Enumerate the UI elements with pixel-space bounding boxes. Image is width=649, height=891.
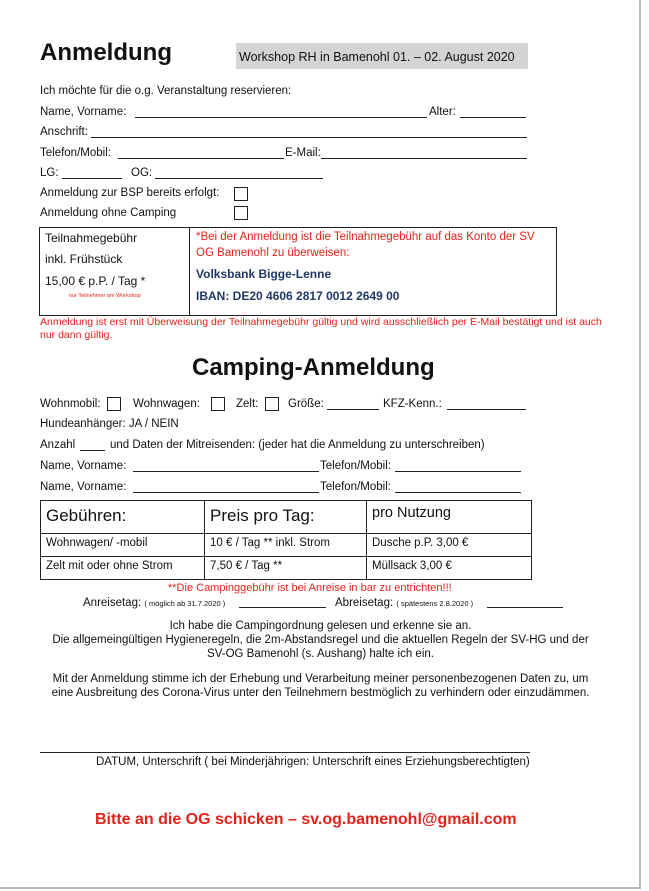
og-field[interactable] (155, 178, 323, 179)
validity-note: Anmeldung ist erst mit Überweisung der Teilnahmegebühr gültig und wird ausschließlich per E-Mail bestätigt und ist auch nur dann gültig. (40, 316, 602, 341)
departure-label (335, 597, 473, 609)
table-cell: Zelt mit oder ohne Strom (41, 557, 205, 580)
count-label: Anzahl (40, 439, 76, 451)
plate-label: KFZ-Kenn.: (383, 398, 442, 410)
size-label: Größe: (288, 398, 324, 410)
statement-line: SV-OG Bamenohl (s. Aushang) halte ich ein. (207, 648, 434, 660)
fee-breakfast: inkl. Frühstück (45, 252, 123, 266)
header-price-per-day: Preis pro Tag: (205, 501, 367, 534)
table-row (41, 534, 532, 557)
statement-line: Ich habe die Campingordnung gelesen und erkenne sie an. (169, 620, 472, 632)
size-field[interactable] (327, 409, 379, 410)
departure-field[interactable] (487, 607, 563, 608)
age-field[interactable] (460, 117, 526, 118)
arrival-hint: ( möglich ab 31.7.2020 ) (144, 599, 226, 608)
fee-cell (40, 228, 190, 316)
lg-label: LG: (40, 167, 59, 179)
camping-title: Camping-Anmeldung (192, 354, 435, 381)
companion-name-field-1[interactable] (133, 471, 319, 472)
email-field[interactable] (321, 158, 527, 159)
bsp-registered-label: Anmeldung zur BSP bereits erfolgt: (40, 187, 220, 199)
companion-phone-field-1[interactable] (395, 471, 521, 472)
header-per-use: pro Nutzung (367, 501, 532, 534)
trailer-label: Hundeanhänger: JA / NEIN (40, 418, 179, 430)
count-field[interactable] (80, 450, 105, 451)
transfer-text-2: OG Bamenohl zu überweisen: (196, 247, 350, 259)
send-to-og-note: Bitte an die OG schicken – sv.og.bamenohl@gmail.com (95, 811, 517, 828)
table-cell: Wohnwagen/ -mobil (41, 534, 205, 557)
caravan-checkbox[interactable] (211, 397, 225, 411)
signature-field[interactable] (40, 752, 530, 753)
departure-label-text: Abreisetag: (335, 597, 394, 609)
age-label: Alter: (429, 106, 456, 118)
page-title: Anmeldung (40, 39, 172, 66)
signature-label: DATUM, Unterschrift ( bei Minderjährigen: Unterschrift eines Erziehungsberechtigten) (96, 756, 530, 768)
companion-name-label-1: Name, Vorname: (40, 460, 127, 472)
address-label: Anschrift: (40, 126, 88, 138)
bsp-registered-checkbox[interactable] (234, 187, 248, 201)
header-fees: Gebühren: (41, 501, 205, 534)
workshop-banner: Workshop RH in Bamenohl 01. – 02. August 2020 (236, 43, 528, 69)
table-cell: 10 € / Tag ** inkl. Strom (205, 534, 367, 557)
table-cell: Dusche p.P. 3,00 € (367, 534, 532, 557)
cash-payment-note: **Die Campinggebühr ist bei Anreise in bar zu entrichten!!! (168, 582, 452, 594)
companion-phone-field-2[interactable] (395, 492, 521, 493)
camping-fee-header-row (41, 501, 532, 534)
statement-line: Die allgemeingültigen Hygieneregeln, die 2m-Abstandsregel und die aktuellen Regeln der SV-HG und der (52, 634, 589, 646)
count-text: und Daten der Mitreisenden: (jeder hat die Anmeldung zu unterschreiben) (110, 439, 485, 451)
fee-price: 15,00 € p.P. / Tag * (45, 274, 146, 288)
arrival-label (83, 597, 225, 609)
companion-name-field-2[interactable] (133, 492, 319, 493)
fee-note: nur Teilnehmer am Workshop (69, 293, 141, 299)
tent-label: Zelt: (236, 398, 259, 410)
og-label: OG: (131, 167, 153, 179)
plate-field[interactable] (447, 409, 526, 410)
intro-text: Ich möchte für die o.g. Veranstaltung reservieren: (40, 85, 292, 97)
fee-label: Teilnahmegebühr (45, 231, 138, 245)
phone-field[interactable] (118, 158, 284, 159)
fee-table (39, 227, 557, 316)
arrival-field[interactable] (239, 607, 326, 608)
phone-label: Telefon/Mobil: (40, 147, 111, 159)
statement-line: Mit der Anmeldung stimme ich der Erhebung und Verarbeitung meiner personenbezogenen Daten zu, um (52, 673, 589, 685)
caravan-label: Wohnwagen: (133, 398, 200, 410)
companion-phone-label-1: Telefon/Mobil: (320, 460, 391, 472)
table-cell: 7,50 € / Tag ** (205, 557, 367, 580)
name-field[interactable] (135, 117, 427, 118)
table-cell: Müllsack 3,00 € (367, 557, 532, 580)
email-label: E-Mail: (285, 147, 321, 159)
motorhome-checkbox[interactable] (107, 397, 121, 411)
arrival-label-text: Anreisetag: (83, 597, 142, 609)
bank-name: Volksbank Bigge-Lenne (196, 267, 332, 281)
motorhome-label: Wohnmobil: (40, 398, 101, 410)
no-camping-label: Anmeldung ohne Camping (40, 207, 177, 219)
transfer-cell (190, 228, 557, 316)
no-camping-checkbox[interactable] (234, 206, 248, 220)
tent-checkbox[interactable] (265, 397, 279, 411)
companion-name-label-2: Name, Vorname: (40, 481, 127, 493)
table-row (41, 557, 532, 580)
transfer-text-1: *Bei der Anmeldung ist die Teilnahmegebühr auf das Konto der SV (196, 231, 535, 243)
companion-phone-label-2: Telefon/Mobil: (320, 481, 391, 493)
statement-line: eine Ausbreitung des Corona-Virus unter den Teilnehmern bestmöglich zu verhindern oder einzudämmen. (51, 687, 590, 699)
privacy-statement (0, 672, 641, 700)
name-label: Name, Vorname: (40, 106, 127, 118)
lg-field[interactable] (62, 178, 122, 179)
iban: IBAN: DE20 4606 2817 0012 2649 00 (196, 289, 400, 303)
departure-hint: ( spätestens 2.8.2020 ) (396, 599, 474, 608)
address-field[interactable] (91, 137, 527, 138)
camping-rules-statement (0, 619, 641, 661)
camping-fee-table (40, 500, 532, 580)
